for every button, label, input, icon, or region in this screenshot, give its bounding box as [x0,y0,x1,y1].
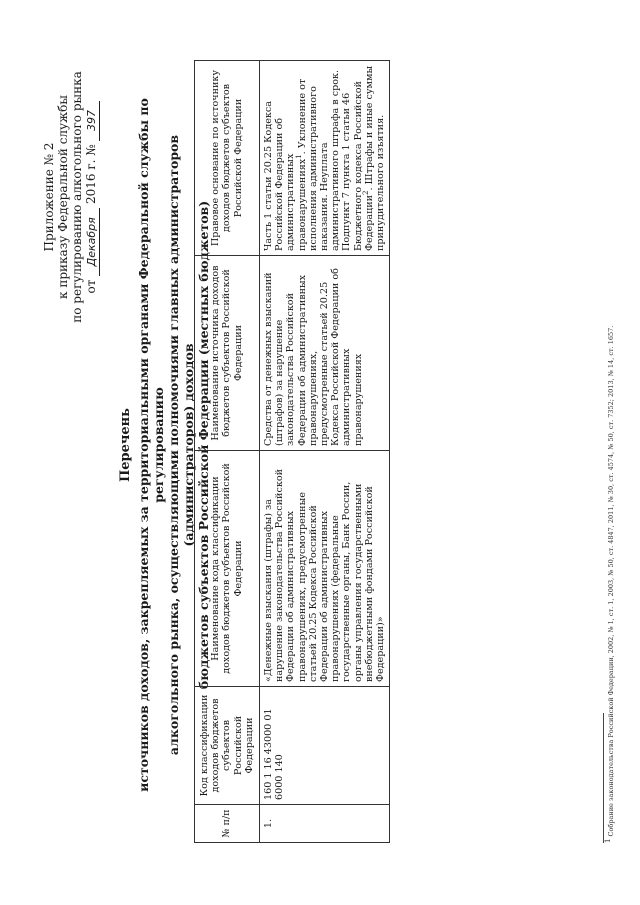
annex-title: Приложение № 2 [42,142,56,252]
cell-source-name: Средства от денежных взысканий (штрафов) за нарушение законодательства Российской Федерации об административных правонарушениях, предусмотренные статьей 20.25 Кодекса Российской Федерации об административных правонарушениях [260,256,390,451]
footnote-divider [603,713,604,843]
table-header-row [195,61,260,843]
legal-basis-part-2: . Уклонение от исполнения административного наказания. Неуплата административного штрафа в срок. Подпункт 7 пункта 1 статьи 46 Бюджетного кодекса Российской Федерации [296,69,375,251]
header-source-name: Наименование источника доходов бюджетов субъектов Российской Федерации [195,256,260,451]
footnote-text: Собрание законодательства Российской Федерации, 2002, № 1, ст. 1, 2003, № 50, ст. 4847, 2011, № 30, ст. 4574, № 50, ст. 7352; 2013, № 14, ст. 1657. [607,325,615,837]
footnote-marker: 1 [603,838,612,843]
footnote-ref-1: 1 [294,154,303,159]
income-sources-table [194,60,390,843]
legal-basis-part-3: . Штрафы и иные суммы принудительного изъятия. [363,65,387,251]
cell-code: 160 1 16 43000 01 6000 140 [260,687,390,805]
cell-code-name: «Денежные взыскания (штрафы) за нарушение законодательства Российской Федерации об административных правонарушениях, предусмотренные статьей 20.25 Кодекса Российской Федерации об административных правонарушениях (федеральные государственные органы, Банк России, органы управления государственными внебюджетными фондами Российской Федерации)» [260,451,390,687]
title-line-2: алкогольного рынка, осуществляющими полномочиями главных администраторов (администраторов) доходов [166,134,196,756]
title-heading: Перечень [118,407,133,483]
header-code-name: Наименование кода классификации доходов бюджетов субъектов Российской Федерации [195,451,260,687]
legal-basis-part-1: Часть 1 статьи 20.25 Кодекса Российской Федерации об административных правонарушениях [263,100,308,251]
annex-date-year: 2016 г. № [84,144,98,204]
annex-header [42,62,100,332]
annex-date-handwritten: Декабря [85,208,100,276]
annex-line-order: к приказу Федеральной службы [56,95,70,299]
annex-date-prefix: от [84,279,98,294]
annex-line-agency: по регулированию алкогольного рынка [70,71,84,323]
header-code: Код классификации доходов бюджетов субъектов Российской Федерации [195,687,260,805]
header-num: № п/п [195,805,260,843]
cell-legal-basis [260,61,390,256]
footnote-ref-2: 2 [361,190,370,195]
footnote [603,63,615,843]
table-row [260,61,390,843]
annex-number-handwritten: 397 [85,101,100,141]
title-line-3: бюджетов субъектов Российской Федерации (местных бюджетов) [196,200,211,690]
title-line-1: источников доходов, закрепляемых за территориальными органами Федеральной службы по регулированию [136,98,166,792]
annex-date-row [84,62,100,332]
header-legal-basis: Правовое основание по источнику доходов бюджетов субъектов Российской Федерации [195,61,260,256]
cell-num: 1. [260,805,390,843]
